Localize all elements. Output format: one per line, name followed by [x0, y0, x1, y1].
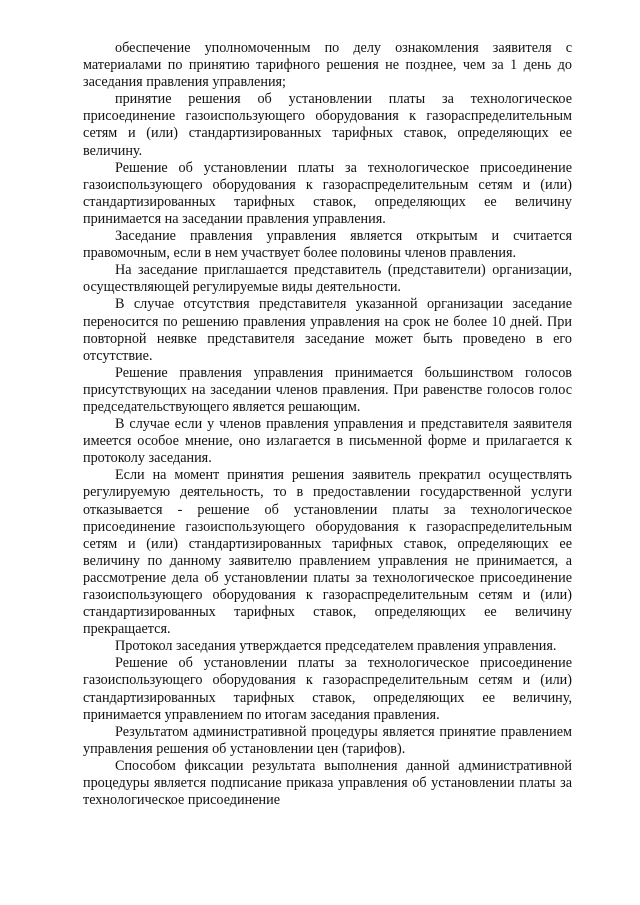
paragraph-8: В случае если у членов правления управления и представителя заявителя имеется особое мнение, оно излагается в письменной форме и прилагается к протоколу заседания. [83, 416, 572, 467]
paragraph-1: обеспечение уполномоченным по делу ознакомления заявителя с материалами по принятию тарифного решения не позднее, чем за 1 день до заседания правления управления; [83, 40, 572, 91]
paragraph-11: Решение об установлении платы за технологическое присоединение газоиспользующего оборудования к газораспределительным сетям и (или) стандартизированных тарифных ставок, определяющих ее величину, принимается управлением по итогам заседания правления. [83, 655, 572, 723]
paragraph-10: Протокол заседания утверждается председателем правления управления. [115, 638, 557, 655]
paragraph-9: Если на момент принятия решения заявитель прекратил осуществлять регулируемую деятельность, то в предоставлении государственной услуги отказывается - решение об установлении платы за технологическое присоединение газоиспользующего оборудования к газораспределительным сетям и (или) стандартизированных тарифных ставок, определяющих ее величину по данному заявителю правлением управления не принимается, а рассмотрение дела об установлении платы за технологическое присоединение газоиспользующего оборудования к газораспределительным сетям и (или) стандартизированных тарифных ставок, определяющих ее величину прекращается. [83, 467, 572, 638]
paragraph-2: принятие решения об установлении платы за технологическое присоединение газоиспользующего оборудования к газораспределительным сетям и (или) стандартизированных тарифных ставок, определяющих ее величину. [83, 91, 572, 159]
paragraph-13: Способом фиксации результата выполнения данной административной процедуры является подписание приказа управления об установлении платы за технологическое присоединение [83, 757, 572, 809]
paragraph-3: Решение об установлении платы за технологическое присоединение газоиспользующего оборудования к газораспределительным сетям и (или) стандартизированных тарифных ставок, определяющих ее величину принимается на заседании правления управления. [83, 159, 572, 227]
document-body [83, 40, 572, 809]
paragraph-5: На заседание приглашается представитель (представители) организации, осуществляющей регулируемые виды деятельности. [83, 262, 572, 296]
paragraph-12: Результатом административной процедуры является принятие правлением управления решения об установлении цен (тарифов). [83, 723, 572, 757]
paragraph-4: Заседание правления управления является открытым и считается правомочным, если в нем участвует более половины членов правления. [83, 228, 572, 262]
paragraph-6: В случае отсутствия представителя указанной организации заседание переносится по решению правления управления на срок не более 10 дней. При повторной неявке представителя заседание может быть проведено в его отсутствие. [83, 296, 572, 364]
paragraph-7: Решение правления управления принимается большинством голосов присутствующих на заседании членов правления. При равенстве голосов голос председательствующего является решающим. [83, 364, 572, 415]
